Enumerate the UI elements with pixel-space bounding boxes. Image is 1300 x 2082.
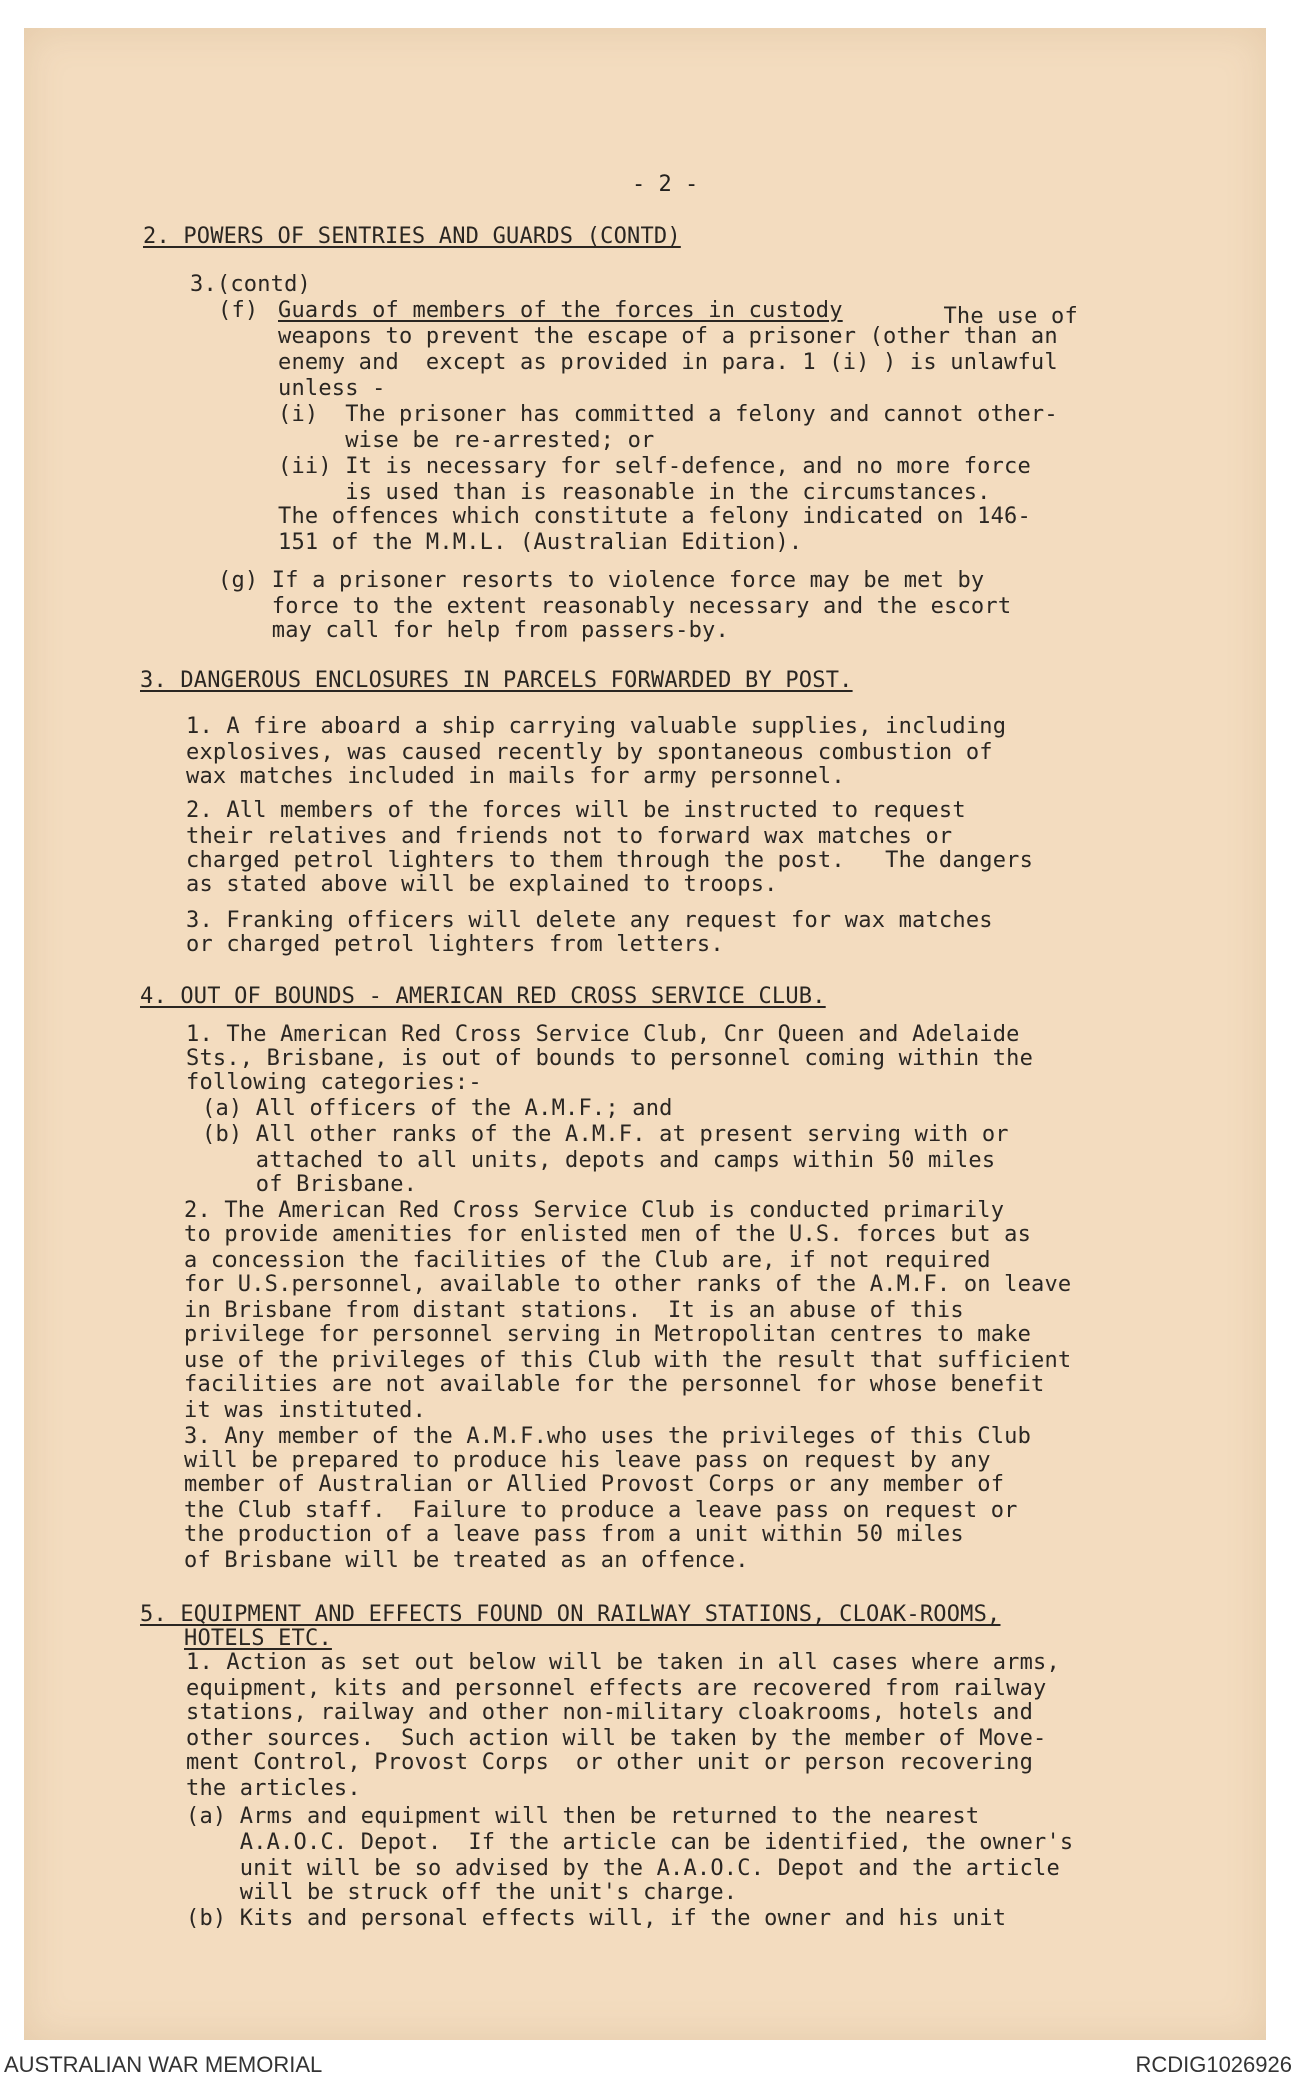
section-4-line: 1. The American Red Cross Service Club, Cnr Queen and Adelaide bbox=[186, 1022, 1020, 1047]
section-4-line: member of Australian or Allied Provost Corps or any member of bbox=[184, 1472, 1005, 1497]
section-3-line: or charged petrol lighters from letters. bbox=[186, 932, 724, 957]
para-f-line4: unless - bbox=[278, 376, 386, 401]
section-5-line: (b) Kits and personal effects will, if the owner and his unit bbox=[186, 1906, 1007, 1931]
para-g-line1: (g) If a prisoner resorts to violence force may be met by bbox=[218, 568, 985, 593]
section-3-line: 2. All members of the forces will be instructed to request bbox=[186, 798, 966, 823]
section-3-line: explosives, was caused recently by spontaneous combustion of bbox=[186, 740, 993, 765]
page-number: - 2 - bbox=[632, 172, 699, 197]
para-f-ii-line1: (ii) It is necessary for self-defence, and no more force bbox=[278, 454, 1031, 479]
section-4-line: (b) All other ranks of the A.M.F. at present serving with or bbox=[202, 1122, 1009, 1147]
section-5-line: (a) Arms and equipment will then be returned to the nearest bbox=[186, 1804, 980, 1829]
para-f-line2: weapons to prevent the escape of a prisoner (other than an bbox=[278, 324, 1058, 349]
section-4-line: the production of a leave pass from a unit within 50 miles bbox=[184, 1522, 964, 1547]
section-5-line: the articles. bbox=[186, 1776, 361, 1801]
para-g-line3: may call for help from passers-by. bbox=[218, 618, 729, 643]
section-3-line: wax matches included in mails for army personnel. bbox=[186, 764, 845, 789]
section-3-line: charged petrol lighters to them through the post. The dangers bbox=[186, 848, 1034, 873]
para-f-label: (f) bbox=[218, 298, 259, 323]
section-3-line: 3. Franking officers will delete any request for wax matches bbox=[186, 908, 993, 933]
section-4-line: for U.S.personnel, available to other ranks of the A.M.F. on leave bbox=[184, 1272, 1072, 1297]
section-5-line: other sources. Such action will be taken by the member of Move- bbox=[186, 1726, 1047, 1751]
section-4-line: the Club staff. Failure to produce a leave pass on request or bbox=[184, 1498, 1018, 1523]
para-g-line2: force to the extent reasonably necessary and the escort bbox=[218, 594, 1012, 619]
section-5-line: stations, railway and other non-military cloakrooms, hotels and bbox=[186, 1700, 1034, 1725]
section-5-line: ment Control, Provost Corps or other unit or person recovering bbox=[186, 1750, 1034, 1775]
section-4-line: a concession the facilities of the Club are, if not required bbox=[184, 1248, 991, 1273]
footer-source-label: AUSTRALIAN WAR MEMORIAL bbox=[4, 2052, 323, 2077]
section-2-heading: 2. POWERS OF SENTRIES AND GUARDS (CONTD) bbox=[143, 224, 681, 249]
section-5-line: unit will be so advised by the A.A.O.C. Depot and the article bbox=[186, 1856, 1060, 1881]
section-4-line: of Brisbane. bbox=[202, 1172, 418, 1197]
section-4-line: Sts., Brisbane, is out of bounds to personnel coming within the bbox=[186, 1046, 1034, 1071]
para-f-line5: The offences which constitute a felony indicated on 146- bbox=[278, 504, 1031, 529]
section-4-line: 3. Any member of the A.M.F.who uses the privileges of this Club bbox=[184, 1424, 1032, 1449]
para-f-line6: 151 of the M.M.L. (Australian Edition). bbox=[278, 530, 803, 555]
section-3-line: their relatives and friends not to forward wax matches or bbox=[186, 824, 953, 849]
section-5-heading-line2: HOTELS ETC. bbox=[184, 1626, 332, 1651]
section-5-line: equipment, kits and personnel effects are recovered from railway bbox=[186, 1676, 1047, 1701]
section-5-line: 1. Action as set out below will be taken in all cases where arms, bbox=[186, 1650, 1060, 1675]
section-4-line: (a) All officers of the A.M.F.; and bbox=[202, 1096, 673, 1121]
section-4-heading: 4. OUT OF BOUNDS - AMERICAN RED CROSS SERVICE CLUB. bbox=[140, 984, 826, 1009]
para-f-ii-line2: is used than is reasonable in the circumstances. bbox=[278, 480, 991, 505]
section-4-line: of Brisbane will be treated as an offence. bbox=[184, 1548, 749, 1573]
section-5-line: A.A.O.C. Depot. If the article can be identified, the owner's bbox=[186, 1830, 1074, 1855]
section-5-line: will be struck off the unit's charge. bbox=[186, 1880, 738, 1905]
section-4-line: it was instituted. bbox=[184, 1398, 427, 1423]
section-5-heading-line1: 5. EQUIPMENT AND EFFECTS FOUND ON RAILWAY STATIONS, CLOAK-ROOMS, bbox=[140, 1602, 1001, 1627]
para-f-line3: enemy and except as provided in para. 1 (i) ) is unlawful bbox=[278, 350, 1058, 375]
section-4-line: in Brisbane from distant stations. It is an abuse of this bbox=[184, 1298, 964, 1323]
section-4-line: to provide amenities for enlisted men of the U.S. forces but as bbox=[184, 1222, 1032, 1247]
footer-record-id: RCDIG1026926 bbox=[1135, 2052, 1292, 2077]
section-4-line: will be prepared to produce his leave pass on request by any bbox=[184, 1448, 991, 1473]
section-3-line: 1. A fire aboard a ship carrying valuable supplies, including bbox=[186, 714, 1007, 739]
section-4-line: use of the privileges of this Club with the result that sufficient bbox=[184, 1348, 1072, 1373]
section-4-line: attached to all units, depots and camps within 50 miles bbox=[202, 1148, 996, 1173]
section-4-line: following categories:- bbox=[186, 1070, 482, 1095]
para-f-i-line1: (i) The prisoner has committed a felony and cannot other- bbox=[278, 402, 1058, 427]
section-2-contd: 3.(contd) bbox=[190, 272, 312, 297]
para-f-i-line2: wise be re-arrested; or bbox=[278, 428, 655, 453]
para-f-title: Guards of members of the forces in custody bbox=[278, 298, 843, 323]
section-3-heading: 3. DANGEROUS ENCLOSURES IN PARCELS FORWARDED BY POST. bbox=[140, 668, 853, 693]
section-4-line: 2. The American Red Cross Service Club is conducted primarily bbox=[184, 1198, 1005, 1223]
section-4-line: facilities are not available for the personnel for whose benefit bbox=[184, 1372, 1045, 1397]
para-f-line1b: The use of bbox=[930, 304, 1078, 329]
section-4-line: privilege for personnel serving in Metropolitan centres to make bbox=[184, 1322, 1032, 1347]
section-3-line: as stated above will be explained to troops. bbox=[186, 872, 778, 897]
